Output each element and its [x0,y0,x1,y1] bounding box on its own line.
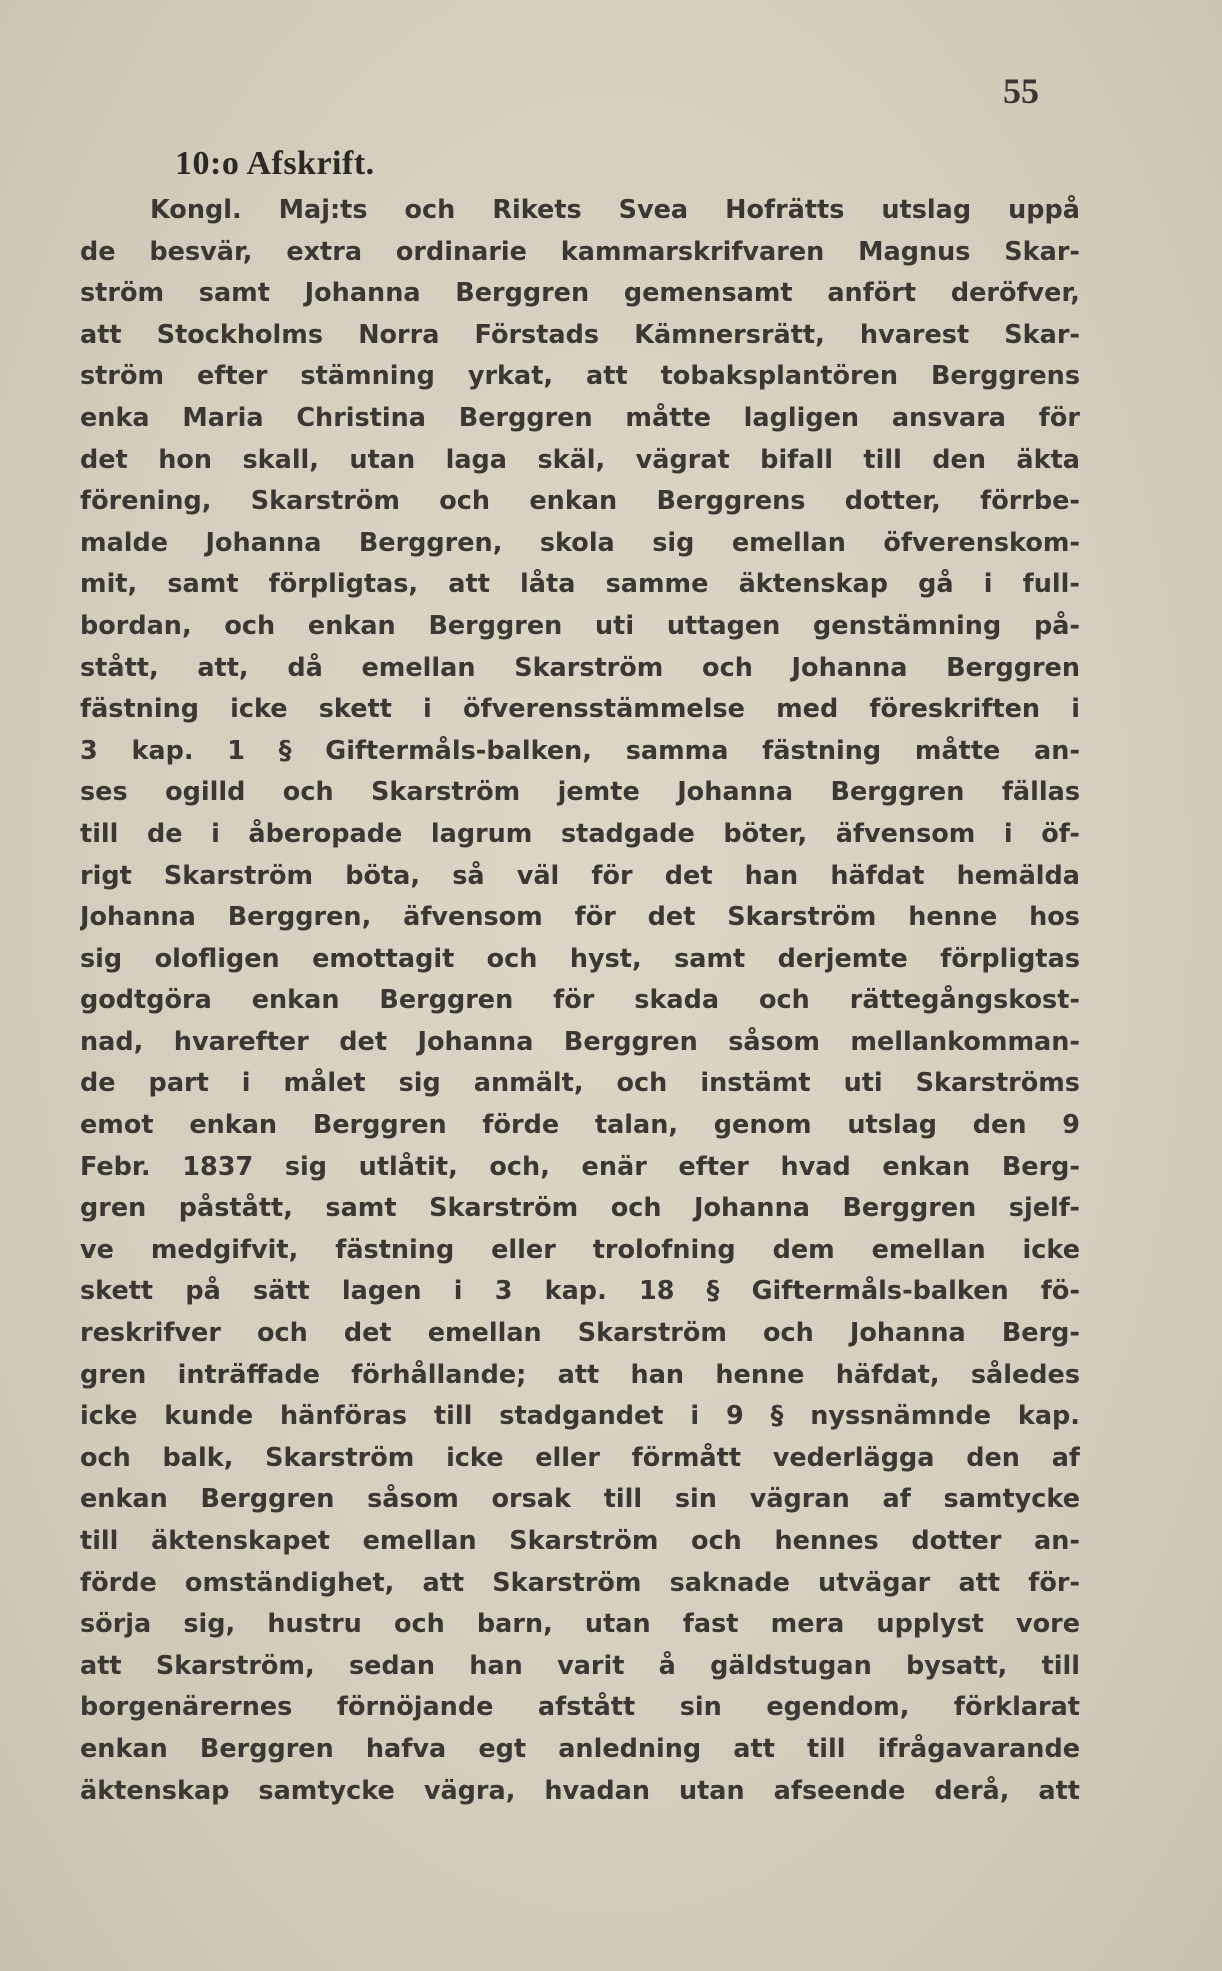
text-line: 3 kap. 1 § Giftermåls-balken, samma fästning måtte an- [80,735,1080,766]
text-line: förening, Skarström och enkan Berggrens dotter, förrbe- [80,486,1080,517]
text-line: nad, hvarefter det Johanna Berggren såsom mellankomman- [80,1026,1080,1057]
text-line: stått, att, då emellan Skarström och Johanna Berggren [80,652,1080,683]
text-line: fästning icke skett i öfverensstämmelse med föreskriften i [80,694,1080,725]
text-line: enkan Berggren såsom orsak till sin vägran af samtycke [80,1484,1080,1515]
body-text [80,190,1080,1812]
text-line: enkan Berggren hafva egt anledning att till ifrågavarande [80,1733,1080,1764]
text-line: rigt Skarström böta, så väl för det han häfdat hemälda [80,860,1080,891]
text-line: reskrifver och det emellan Skarström och Johanna Berg- [80,1318,1080,1349]
text-line: till de i åberopade lagrum stadgade böter, äfvensom i öf- [80,818,1080,849]
text-line: skett på sätt lagen i 3 kap. 18 § Giftermåls-balken fö- [80,1276,1080,1307]
text-line: att Stockholms Norra Förstads Kämnersrätt, hvarest Skar- [80,319,1080,350]
text-line: Febr. 1837 sig utlåtit, och, enär efter hvad enkan Berg- [80,1151,1080,1182]
text-line: borgenärernes förnöjande afstått sin egendom, förklarat [80,1692,1080,1723]
text-line: äktenskap samtycke vägra, hvadan utan afseende derå, att [80,1775,1080,1806]
text-line: mit, samt förpligtas, att låta samme äktenskap gå i full- [80,569,1080,600]
text-line: Kongl. Maj:ts och Rikets Svea Hofrätts utslag uppå [150,195,1080,225]
text-line: till äktenskapet emellan Skarström och hennes dotter an- [80,1526,1080,1556]
text-line: sig olofligen emottagit och hyst, samt derjemte förpligtas [80,943,1080,974]
text-line: malde Johanna Berggren, skola sig emellan öfverenskom- [80,527,1080,558]
text-line: gren påstått, samt Skarström och Johanna Berggren sjelf- [80,1193,1080,1224]
page-number: 55 [1003,71,1039,111]
text-line: Johanna Berggren, äfvensom för det Skarström henne hos [80,902,1080,933]
text-line: det hon skall, utan laga skäl, vägrat bifall till den äkta [80,444,1080,475]
text-line: ses ogilld och Skarström jemte Johanna Berggren fällas [80,777,1080,808]
text-line: gren inträffade förhållande; att han henne häfdat, således [80,1359,1080,1390]
text-line: förde omständighet, att Skarström saknade utvägar att för- [80,1567,1080,1598]
text-line: ve medgifvit, fästning eller trolofning dem emellan icke [80,1234,1080,1265]
text-line: godtgöra enkan Berggren för skada och rättegångskost- [80,985,1080,1016]
text-line: enka Maria Christina Berggren måtte lagligen ansvara för [80,402,1080,433]
text-line: bordan, och enkan Berggren uti uttagen genstämning på- [80,610,1080,641]
text-line: att Skarström, sedan han varit å gäldstugan bysatt, till [80,1650,1080,1681]
text-line: sörja sig, hustru och barn, utan fast mera upplyst vore [80,1609,1080,1640]
text-line: icke kunde hänföras till stadgandet i 9 § nyssnämnde kap. [80,1401,1080,1432]
text-line: de besvär, extra ordinarie kammarskrifvaren Magnus Skar- [80,236,1080,267]
text-line: emot enkan Berggren förde talan, genom utslag den 9 [80,1110,1080,1141]
section-heading: 10:o Afskrift. [175,145,375,182]
text-line: och balk, Skarström icke eller förmått vederlägga den af [80,1442,1080,1473]
text-line: ström samt Johanna Berggren gemensamt anfört deröfver, [80,278,1080,309]
text-line: de part i målet sig anmält, och instämt uti Skarströms [80,1068,1080,1099]
text-line: ström efter stämning yrkat, att tobaksplantören Berggrens [80,361,1080,392]
